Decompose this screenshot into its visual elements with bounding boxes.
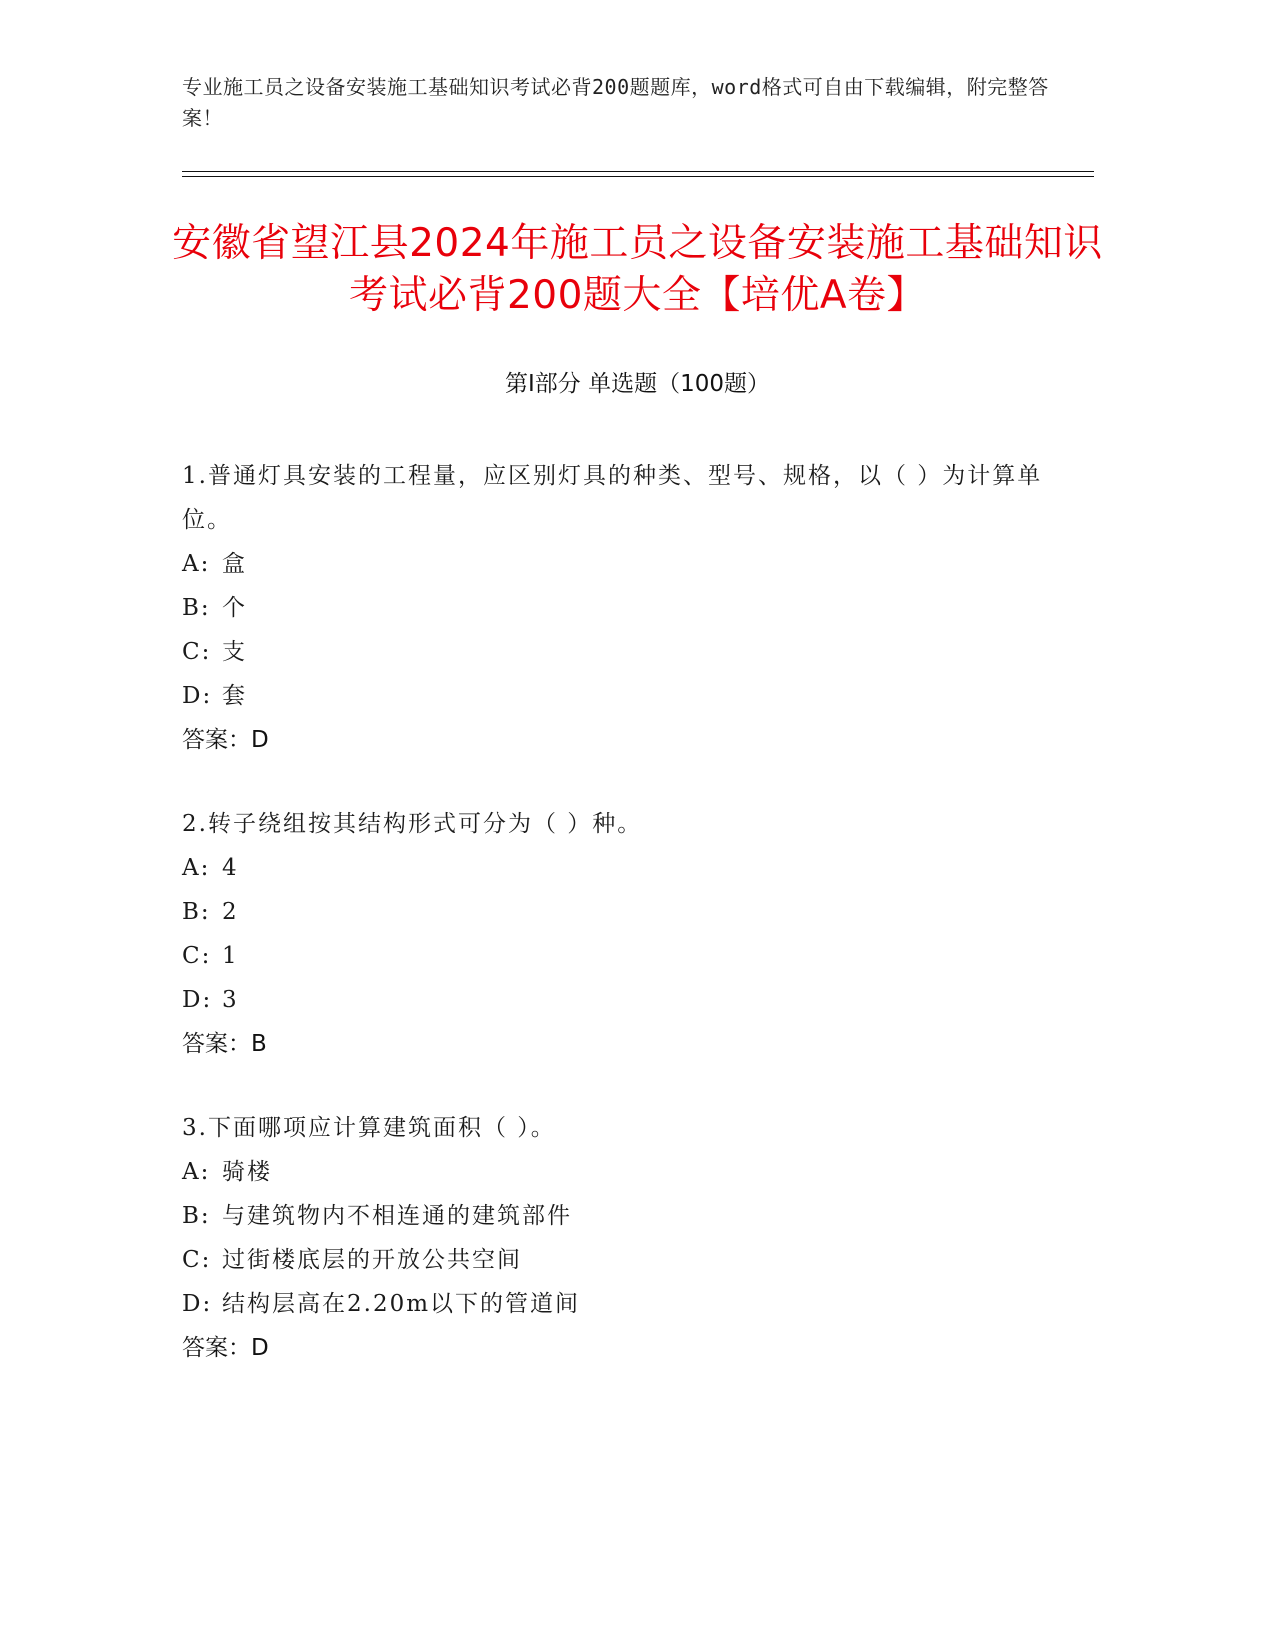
option-text: 过街楼底层的开放公共空间 [222,1247,522,1273]
answer-line [182,1022,1062,1066]
header-divider-bottom [182,176,1094,177]
question-text: 1.普通灯具安装的工程量，应区别灯具的种类、型号、规格，以（ ）为计算单位。 [182,463,1043,533]
option-d [182,1282,1062,1326]
option-key: A: [182,1159,211,1185]
document-title: 安徽省望江县2024年施工员之设备安装施工基础知识考试必背200题大全【培优A卷】 [172,221,1103,318]
option-key: A: [182,551,211,577]
answer-value: D [251,727,269,753]
option-key: D: [182,683,213,709]
question-text: 2.转子绕组按其结构形式可分为（ ）种。 [182,811,643,837]
option-b [182,586,1062,630]
question-list [182,454,1062,1410]
option-d [182,674,1062,718]
option-key: C: [182,1247,212,1273]
option-key: A: [182,855,211,881]
section-title: 第Ⅰ部分 单选题（100题） [505,371,770,397]
option-a [182,846,1062,890]
option-b [182,1194,1062,1238]
answer-line [182,718,1062,762]
question-text: 3.下面哪项应计算建筑面积（ ）。 [182,1115,556,1141]
question-2 [182,802,1062,1066]
option-text: 2 [222,899,239,925]
answer-line [182,1326,1062,1370]
option-text: 1 [222,943,239,969]
option-key: B: [182,1203,211,1229]
question-1 [182,454,1062,762]
header-note: 专业施工员之设备安装施工基础知识考试必背200题题库，word格式可自由下载编辑，附完整答案！ [182,75,1049,130]
option-text: 3 [222,987,239,1013]
option-b [182,890,1062,934]
option-text: 骑楼 [222,1159,272,1185]
option-d [182,978,1062,1022]
answer-value: B [251,1031,267,1057]
answer-label: 答案： [182,727,251,753]
option-c [182,934,1062,978]
option-c [182,1238,1062,1282]
option-c [182,630,1062,674]
question-3 [182,1106,1062,1370]
option-key: B: [182,899,211,925]
option-text: 4 [222,855,239,881]
answer-value: D [251,1335,269,1361]
option-a [182,542,1062,586]
option-text: 结构层高在2.20m以下的管道间 [222,1291,581,1317]
option-text: 个 [222,595,247,621]
option-text: 盒 [222,551,247,577]
header-divider-top [182,171,1094,172]
option-key: B: [182,595,211,621]
option-text: 与建筑物内不相连通的建筑部件 [222,1203,572,1229]
option-key: D: [182,1291,213,1317]
option-text: 支 [222,639,247,665]
option-key: C: [182,639,212,665]
answer-label: 答案： [182,1031,251,1057]
answer-label: 答案： [182,1335,251,1361]
option-text: 套 [222,683,247,709]
option-key: C: [182,943,212,969]
option-a [182,1150,1062,1194]
option-key: D: [182,987,213,1013]
